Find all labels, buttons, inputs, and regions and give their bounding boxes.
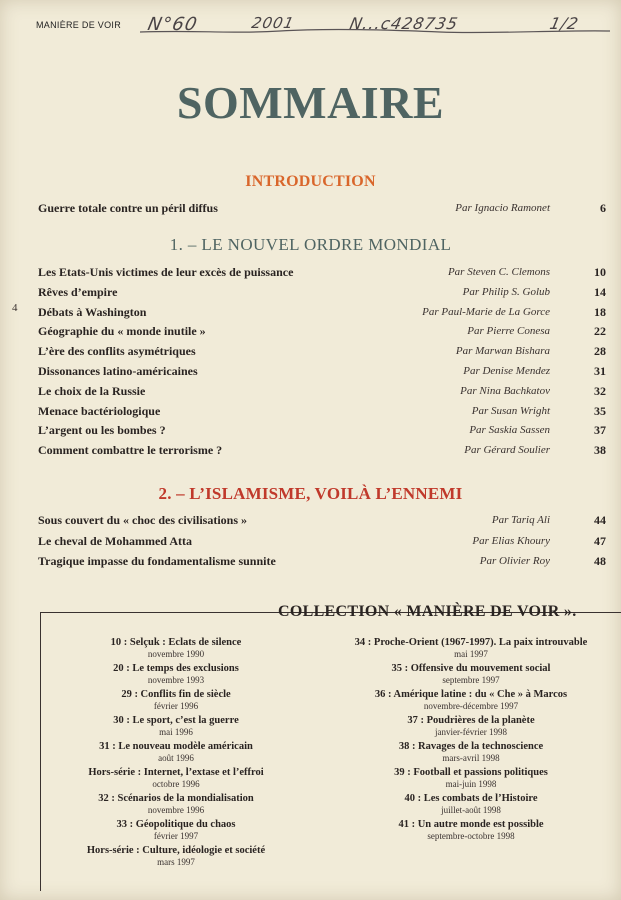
collection-issue [51, 845, 301, 868]
collection-issue [341, 819, 601, 842]
toc-row [38, 342, 606, 360]
issue-date: septembre 1997 [442, 675, 500, 685]
issue-title: 32 : Scénarios de la mondialisation [98, 793, 254, 804]
margin-page-number: 4 [12, 302, 18, 314]
issue-title: 37 : Poudrières de la planète [407, 715, 535, 726]
toc-page-number: 31 [594, 364, 606, 378]
issue-title: 39 : Football et passions politiques [394, 767, 548, 778]
toc-page-number: 10 [594, 265, 606, 279]
handwritten-sheet: 1/2 [547, 14, 581, 33]
toc-author: Par Saskia Sassen [469, 424, 550, 437]
toc-row [38, 382, 606, 400]
toc-row [38, 421, 606, 439]
toc-article-title: Tragique impasse du fondamentalisme sunnite [38, 554, 276, 568]
toc-author: Par Ignacio Ramonet [455, 202, 550, 214]
issue-date: novembre-décembre 1997 [423, 701, 519, 711]
collection-issue [341, 741, 601, 764]
collection-issue [51, 715, 301, 738]
issue-date: mars-avril 1998 [442, 753, 500, 763]
issue-title: 40 : Les combats de l’Histoire [404, 793, 538, 804]
issue-date: mai 1997 [454, 649, 488, 659]
issue-date: mars 1997 [157, 857, 195, 867]
collection-box [40, 612, 621, 891]
issue-date: novembre 1990 [147, 649, 205, 659]
issue-date: février 1996 [153, 701, 199, 711]
collection-issue [51, 819, 301, 842]
issue-title: 41 : Un autre monde est possible [398, 819, 544, 830]
toc-page-number: 6 [600, 201, 606, 215]
toc-article-title: Les Etats-Unis victimes de leur excès de puissance [38, 265, 294, 279]
collection-issue [341, 767, 601, 790]
collection-left-column [51, 637, 301, 871]
masthead: MANIÈRE DE VOIR [36, 20, 122, 30]
toc-article-title: Rêves d’empire [38, 284, 118, 299]
toc-row [38, 552, 606, 570]
toc-row [38, 511, 606, 529]
issue-date: septembre-octobre 1998 [427, 831, 515, 841]
toc-row [38, 402, 606, 420]
toc-page-number: 22 [594, 324, 606, 339]
collection-issue [341, 793, 601, 816]
toc-row [38, 441, 606, 459]
toc-author: Par Tariq Ali [491, 514, 550, 526]
toc-author: Par Elias Khoury [472, 534, 550, 547]
toc-page-number: 18 [594, 304, 606, 319]
toc-article-title: Menace bactériologique [38, 403, 161, 418]
toc-article-title: Guerre totale contre un péril diffus [38, 201, 218, 215]
toc-author: Par Denise Mendez [463, 365, 550, 377]
issue-title: 34 : Proche-Orient (1967-1997). La paix introuvable [354, 637, 588, 648]
issue-date: mai 1996 [159, 727, 193, 737]
collection-issue [341, 637, 601, 660]
issue-date: novembre 1993 [147, 675, 205, 685]
toc-author: Par Marwan Bishara [455, 345, 550, 358]
toc-row [38, 362, 606, 380]
collection-issue [51, 767, 301, 790]
toc-row [38, 532, 606, 550]
collection-issue [341, 715, 601, 738]
toc-author: Par Olivier Roy [479, 555, 550, 567]
collection-right-column [341, 637, 601, 845]
page-title: SOMMAIRE [176, 77, 445, 128]
handwritten-reference: N...c428735 [347, 14, 461, 33]
handwritten-annotations [140, 8, 610, 38]
collection-issue [51, 741, 301, 764]
issue-title: 30 : Le sport, c’est la guerre [113, 715, 239, 726]
toc-author: Par Susan Wright [471, 404, 550, 417]
toc-article-title: L’ère des conflits asymétriques [38, 344, 196, 359]
toc-author: Par Nina Bachkatov [460, 384, 550, 397]
collection-issue [51, 637, 301, 660]
section1-heading: 1. – LE NOUVEL ORDRE MONDIAL [169, 235, 452, 254]
toc-page-number: 47 [594, 533, 606, 548]
collection-issue [341, 689, 601, 712]
collection-issue [51, 793, 301, 816]
toc-author: Par Philip S. Golub [462, 285, 550, 298]
issue-title: 31 : Le nouveau modèle américain [99, 741, 253, 752]
toc-row [38, 199, 606, 217]
issue-date: juillet-août 1998 [441, 805, 501, 815]
introduction-heading: INTRODUCTION [245, 173, 376, 190]
toc-article-title: Débats à Washington [38, 304, 147, 319]
toc-author: Par Paul-Marie de La Gorce [422, 305, 550, 318]
collection-issue [51, 689, 301, 712]
issue-title: 10 : Selçuk : Eclats de silence [110, 637, 242, 648]
issue-title: 36 : Amérique latine : du « Che » à Marcos [374, 689, 568, 700]
toc-article-title: L’argent ou les bombes ? [38, 423, 166, 438]
section2-heading: 2. – L’ISLAMISME, VOILÀ L’ENNEMI [158, 484, 463, 503]
handwritten-issue-number: N°60 [145, 14, 200, 35]
toc-author: Par Steven C. Clemons [447, 266, 550, 278]
toc-page-number: 44 [594, 513, 606, 527]
toc-row [38, 263, 606, 281]
collection-heading: COLLECTION « MANIÈRE DE VOIR ». [278, 603, 577, 620]
issue-date: janvier-février 1998 [434, 727, 508, 737]
toc-article-title: Géographie du « monde inutile » [38, 324, 206, 339]
issue-date: février 1997 [153, 831, 199, 841]
issue-title: 29 : Conflits fin de siècle [121, 689, 231, 700]
issue-title: 38 : Ravages de la technoscience [398, 741, 544, 752]
toc-article-title: Sous couvert du « choc des civilisations » [38, 513, 248, 527]
issue-date: août 1996 [158, 753, 194, 763]
collection-issue [51, 663, 301, 686]
toc-author: Par Pierre Conesa [467, 325, 550, 338]
toc-page-number: 37 [594, 423, 606, 438]
issue-title: 20 : Le temps des exclusions [113, 663, 239, 674]
toc-row [38, 322, 606, 340]
toc-page-number: 35 [594, 403, 606, 418]
issue-title: Hors-série : Internet, l’extase et l’effroi [88, 767, 264, 778]
issue-date: octobre 1996 [152, 779, 200, 789]
toc-page-number: 32 [594, 383, 606, 398]
issue-date: mai-juin 1998 [445, 779, 497, 789]
toc-page-number: 38 [594, 443, 606, 458]
toc-article-title: Comment combattre le terrorisme ? [38, 443, 223, 458]
issue-title: 35 : Offensive du mouvement social [391, 663, 551, 674]
toc-article-title: Dissonances latino-américaines [38, 364, 198, 378]
issue-title: 33 : Géopolitique du chaos [116, 819, 236, 830]
handwritten-year: 2001 [250, 14, 297, 32]
toc-article-title: Le choix de la Russie [38, 383, 146, 398]
toc-article-title: Le cheval de Mohammed Atta [38, 533, 192, 548]
toc-row [38, 283, 606, 301]
issue-title: Hors-série : Culture, idéologie et société [86, 845, 266, 856]
toc-page-number: 48 [594, 554, 606, 568]
toc-row [38, 303, 606, 321]
collection-issue [341, 663, 601, 686]
toc-author: Par Gérard Soulier [464, 444, 550, 457]
toc-page-number: 14 [594, 284, 606, 299]
toc-page-number: 28 [594, 344, 606, 359]
issue-date: novembre 1996 [147, 805, 205, 815]
